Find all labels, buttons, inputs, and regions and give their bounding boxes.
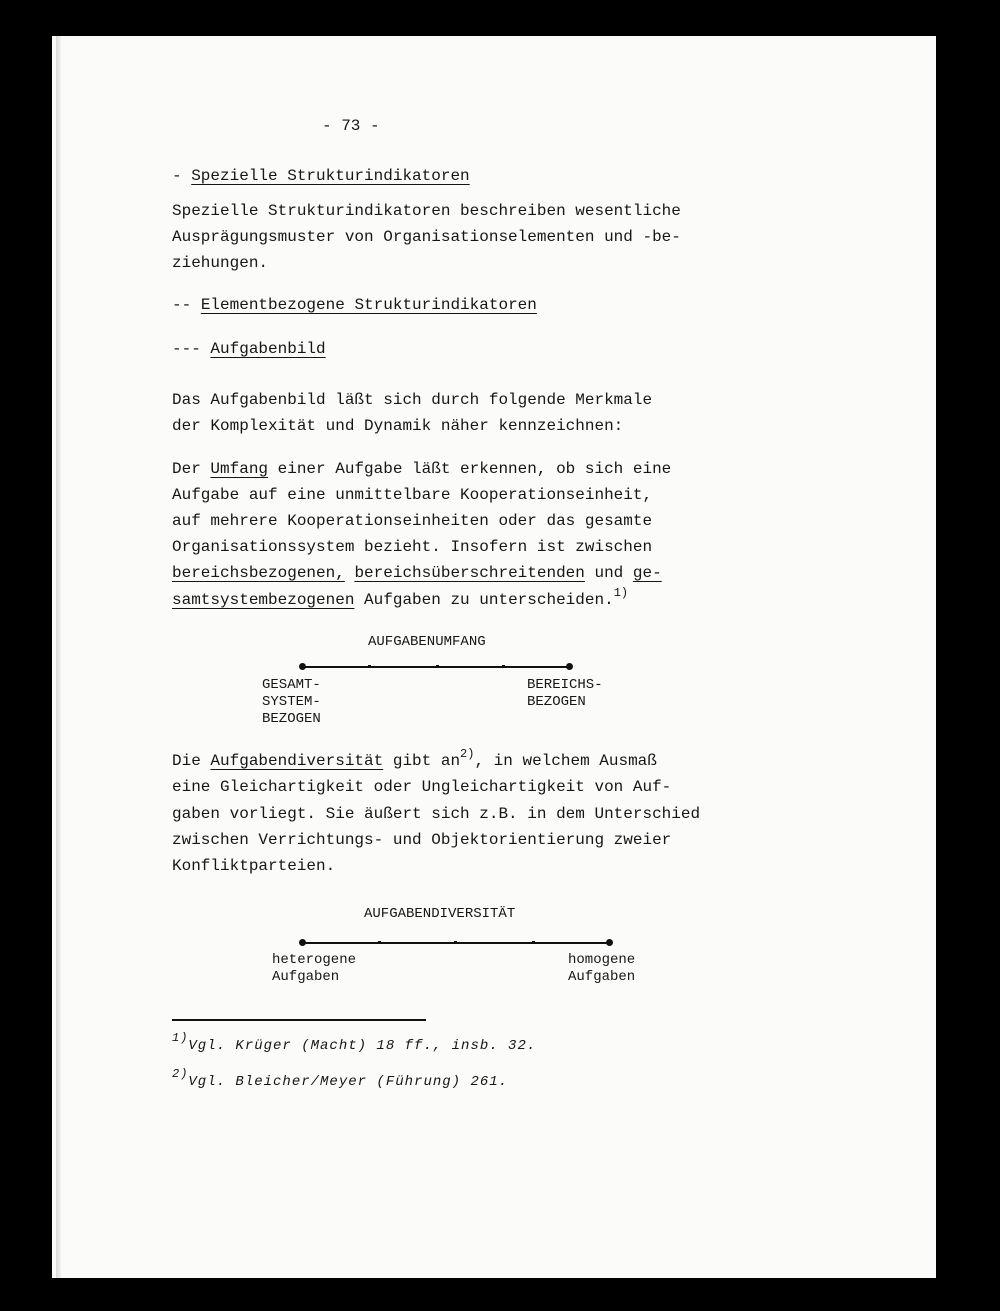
footnote-mark: 2) xyxy=(172,1067,189,1081)
paragraph-line xyxy=(172,565,662,581)
paragraph-line: Spezielle Strukturindikatoren beschreiben wesentliche xyxy=(172,202,681,220)
text-run: Die xyxy=(172,752,211,770)
document-page xyxy=(52,36,936,1278)
scale-endpoint xyxy=(606,939,613,946)
footnote-ref-2: 2) xyxy=(460,747,475,761)
heading-prefix: -- xyxy=(172,296,201,314)
term-umfang: Umfang xyxy=(210,460,269,478)
text-run: Der xyxy=(172,460,211,478)
paragraph-line xyxy=(172,461,671,477)
text-run: und xyxy=(584,564,633,582)
heading-aufgabenbild xyxy=(172,341,326,357)
page-number: - 73 - xyxy=(322,117,380,135)
scale-line-aufgabendiversitaet xyxy=(302,942,610,944)
scale-line-aufgabenumfang xyxy=(302,666,570,668)
paragraph-line: zwischen Verrichtungs- und Objektorientierung zweier xyxy=(172,831,672,849)
heading-text: Aufgabenbild xyxy=(210,340,326,358)
scale-tick xyxy=(368,665,371,668)
footnote-mark: 1) xyxy=(172,1031,189,1045)
paragraph-line xyxy=(172,747,657,770)
heading-elementbezogene xyxy=(172,297,537,313)
text-run: gibt an xyxy=(383,752,461,770)
heading-spezielle-strukturindikatoren xyxy=(172,168,470,184)
heading-prefix: --- xyxy=(172,340,211,358)
heading-prefix: - xyxy=(172,167,192,185)
footnote-1 xyxy=(172,1031,537,1054)
paragraph-line: Aufgabe auf eine unmittelbare Kooperationseinheit, xyxy=(172,486,653,504)
scale-tick xyxy=(454,941,457,944)
paragraph-line: Konfliktparteien. xyxy=(172,857,336,875)
text-run xyxy=(345,564,355,582)
term-gesamtsystem-part1: ge- xyxy=(632,564,662,582)
paragraph-line: der Komplexität und Dynamik näher kennzeichnen: xyxy=(172,417,624,435)
scale-right-label: Aufgaben xyxy=(568,969,636,985)
paragraph-line: eine Gleichartigkeit oder Ungleichartigkeit von Auf- xyxy=(172,778,672,796)
scale-left-label: Aufgaben xyxy=(272,969,340,985)
scale-tick xyxy=(436,665,439,668)
term-bereichsbezogen: bereichsbezogenen, xyxy=(172,564,345,582)
footnote-2 xyxy=(172,1067,509,1090)
paragraph-line: gaben vorliegt. Sie äußert sich z.B. in dem Unterschied xyxy=(172,805,701,823)
text-run: einer Aufgabe läßt erkennen, ob sich eine xyxy=(268,460,672,478)
scale-left-label: SYSTEM- xyxy=(262,694,321,710)
footnote-ref-1: 1) xyxy=(613,586,629,600)
footnote-text: Vgl. Bleicher/Meyer (Führung) 261. xyxy=(188,1074,509,1090)
footnote-text: Vgl. Krüger (Macht) 18 ff., insb. 32. xyxy=(188,1038,537,1054)
scale-endpoint xyxy=(299,939,306,946)
paragraph-line: Organisationssystem bezieht. Insofern ist zwischen xyxy=(172,538,653,556)
paragraph-line: Das Aufgabenbild läßt sich durch folgende Merkmale xyxy=(172,391,653,409)
scale-tick xyxy=(532,941,535,944)
scale-left-label: heterogene xyxy=(272,952,357,968)
paragraph-line: Ausprägungsmuster von Organisationselementen und -be- xyxy=(172,228,681,246)
diagram-title-aufgabendiversitaet: AUFGABENDIVERSITÄT xyxy=(364,906,516,922)
heading-text: Spezielle Strukturindikatoren xyxy=(191,167,470,185)
scale-right-label: homogene xyxy=(568,952,636,968)
paragraph-line: auf mehrere Kooperationseinheiten oder das gesamte xyxy=(172,512,653,530)
term-bereichsueberschreitend: bereichsüberschreitenden xyxy=(354,564,585,582)
scale-right-label: BEREICHS- xyxy=(527,677,603,693)
term-aufgabendiversitaet: Aufgabendiversität xyxy=(210,752,384,770)
scale-left-label: BEZOGEN xyxy=(262,711,321,727)
paragraph-line xyxy=(172,586,629,609)
text-run: Aufgaben zu unterscheiden. xyxy=(354,591,614,609)
scale-right-label: BEZOGEN xyxy=(527,694,586,710)
paragraph-line: ziehungen. xyxy=(172,254,269,272)
scale-endpoint xyxy=(566,663,573,670)
text-run: , in welchem Ausmaß xyxy=(474,752,657,770)
heading-text: Elementbezogene Strukturindikatoren xyxy=(200,296,537,314)
page-spine-shadow xyxy=(56,36,61,1278)
scale-left-label: GESAMT- xyxy=(262,677,321,693)
term-gesamtsystem-part2: samtsystembezogenen xyxy=(172,591,355,609)
footnote-separator xyxy=(172,1019,426,1021)
scale-tick xyxy=(378,941,381,944)
scale-tick xyxy=(502,665,505,668)
scale-endpoint xyxy=(299,663,306,670)
diagram-title-aufgabenumfang: AUFGABENUMFANG xyxy=(368,634,486,650)
